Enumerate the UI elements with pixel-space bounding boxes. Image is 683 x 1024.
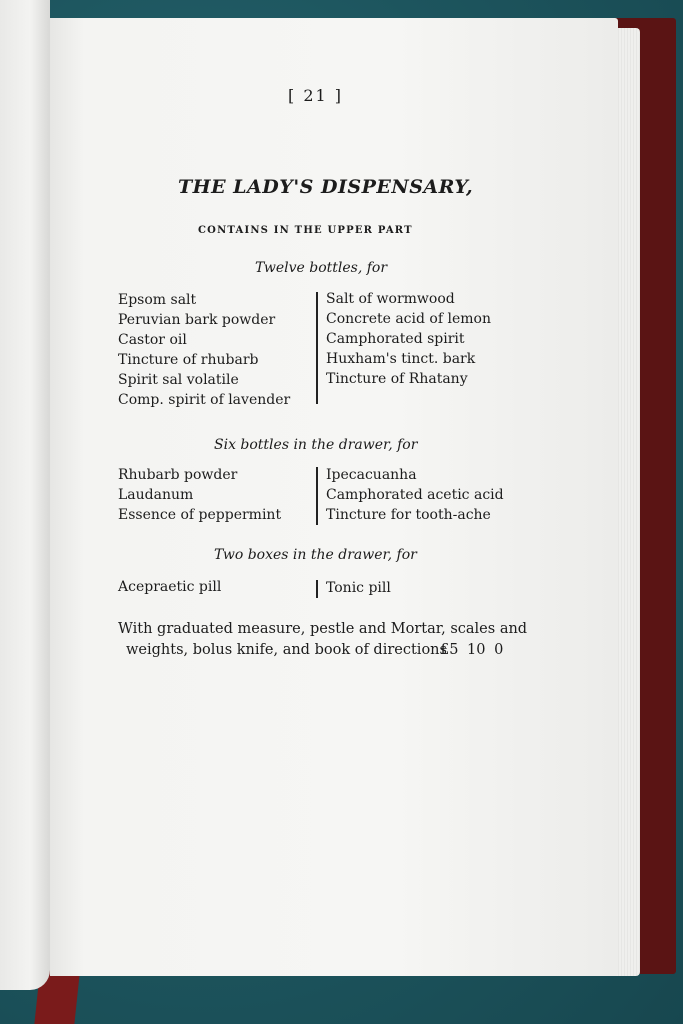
list-item: Laudanum [118, 487, 194, 503]
list-item: Peruvian bark powder [118, 312, 276, 328]
section-heading: Two boxes in the drawer, for [214, 547, 417, 563]
list-item: Epsom salt [118, 292, 197, 308]
column-divider [316, 292, 318, 404]
footer-line-2: weights, bolus knife, and book of directions [126, 642, 447, 658]
footer-line-1: With graduated measure, pestle and Mortar, scales and [118, 621, 528, 637]
left-page [0, 0, 50, 990]
section-heading: Twelve bottles, for [255, 260, 388, 276]
list-item: Essence of peppermint [118, 507, 282, 523]
list-item: Tincture of Rhatany [326, 371, 468, 387]
list-item: Comp. spirit of lavender [118, 392, 291, 408]
list-item: Castor oil [118, 332, 187, 348]
list-item: Spirit sal volatile [118, 372, 239, 388]
list-item: Concrete acid of lemon [326, 311, 491, 327]
list-item: Tincture for tooth-ache [326, 507, 491, 523]
list-item: Rhubarb powder [118, 467, 238, 483]
page-number: [ 21 ] [288, 86, 344, 105]
list-item: Camphorated spirit [326, 331, 465, 347]
list-item: Tonic pill [326, 580, 391, 596]
list-item: Ipecacuanha [326, 467, 417, 483]
column-divider [316, 580, 318, 598]
section-heading: Six bottles in the drawer, for [214, 437, 418, 453]
list-item: Camphorated acetic acid [326, 487, 504, 503]
list-item: Salt of wormwood [326, 291, 455, 307]
list-item: Acepraetic pill [118, 579, 222, 595]
page-subtitle: CONTAINS IN THE UPPER PART [198, 225, 413, 236]
footer-price: £5 10 0 [440, 642, 504, 658]
page-title: THE LADY'S DISPENSARY, [178, 176, 474, 198]
list-item: Tincture of rhubarb [118, 352, 259, 368]
list-item: Huxham's tinct. bark [326, 351, 476, 367]
column-divider [316, 467, 318, 525]
